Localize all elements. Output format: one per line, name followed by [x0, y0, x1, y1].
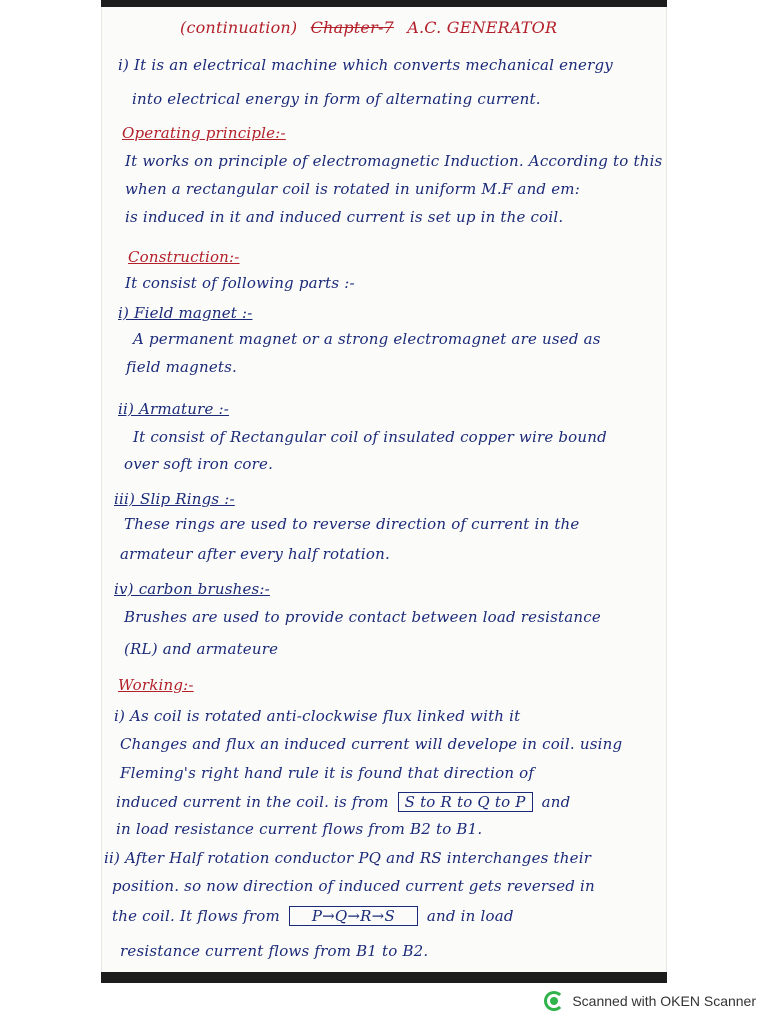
working-2-line-2: position. so now direction of induced current gets reversed in	[112, 877, 595, 895]
scanner-text: Scanned with OKEN Scanner	[572, 993, 756, 1009]
part-4-line-2: (RL) and armateure	[124, 640, 279, 658]
title-chapter: Chapter-7	[310, 18, 394, 37]
working-1-line-4	[116, 792, 570, 812]
construction-intro: It consist of following parts :-	[125, 274, 355, 292]
part-2-title: ii) Armature :-	[118, 400, 230, 418]
scanner-watermark	[544, 990, 756, 1012]
title-prefix: (continuation)	[180, 18, 298, 37]
page-title	[180, 18, 557, 37]
working-2-line-4: resistance current flows from B1 to B2.	[120, 942, 429, 960]
oken-scanner-logo-icon	[544, 991, 564, 1011]
working-1-line-1: i) As coil is rotated anti-clockwise flux linked with it	[114, 707, 521, 725]
working-2-line-3-end: and in load	[426, 907, 514, 925]
working-2-line-3-text: the coil. It flows from	[112, 907, 280, 925]
working-2-line-1: ii) After Half rotation conductor PQ and RS interchanges their	[104, 849, 592, 867]
part-1-title: i) Field magnet :-	[118, 304, 253, 322]
part-3-line-2: armateur after every half rotation.	[120, 545, 390, 563]
working-2-line-3	[112, 906, 514, 926]
part-3-line-1: These rings are used to reverse direction of current in the	[124, 515, 580, 533]
current-path-box-2: P→Q→R→S	[289, 906, 418, 926]
title-main: A.C. GENERATOR	[407, 18, 558, 37]
part-4-line-1: Brushes are used to provide contact between load resistance	[124, 608, 601, 626]
part-1-line-1: A permanent magnet or a strong electromagnet are used as	[133, 330, 601, 348]
operating-heading: Operating principle:-	[122, 124, 286, 142]
part-2-line-1: It consist of Rectangular coil of insulated copper wire bound	[133, 428, 607, 446]
scan-top-edge	[101, 0, 667, 7]
operating-line-1: It works on principle of electromagnetic Induction. According to this	[125, 152, 663, 170]
intro-line-1: i) It is an electrical machine which converts mechanical energy	[118, 56, 613, 74]
working-1-line-5: in load resistance current flows from B2 to B1.	[116, 820, 483, 838]
intro-line-2: into electrical energy in form of alternating current.	[132, 90, 541, 108]
working-1-line-4-end: and	[541, 793, 571, 811]
part-2-line-2: over soft iron core.	[124, 455, 274, 473]
operating-line-3: is induced in it and induced current is set up in the coil.	[125, 208, 564, 226]
scan-margin	[0, 0, 101, 985]
operating-line-2: when a rectangular coil is rotated in uniform M.F and em:	[125, 180, 580, 198]
working-1-line-3: Fleming's right hand rule it is found that direction of	[120, 764, 535, 782]
working-1-line-4-text: induced current in the coil. is from	[116, 793, 389, 811]
part-1-line-2: field magnets.	[126, 358, 237, 376]
construction-heading: Construction:-	[128, 248, 240, 266]
part-4-title: iv) carbon brushes:-	[114, 580, 270, 598]
current-path-box-1: S to R to Q to P	[398, 792, 533, 812]
part-3-title: iii) Slip Rings :-	[114, 490, 235, 508]
working-1-line-2: Changes and flux an induced current will develope in coil. using	[120, 735, 623, 753]
working-heading: Working:-	[118, 676, 194, 694]
scan-bottom-edge	[101, 972, 667, 983]
